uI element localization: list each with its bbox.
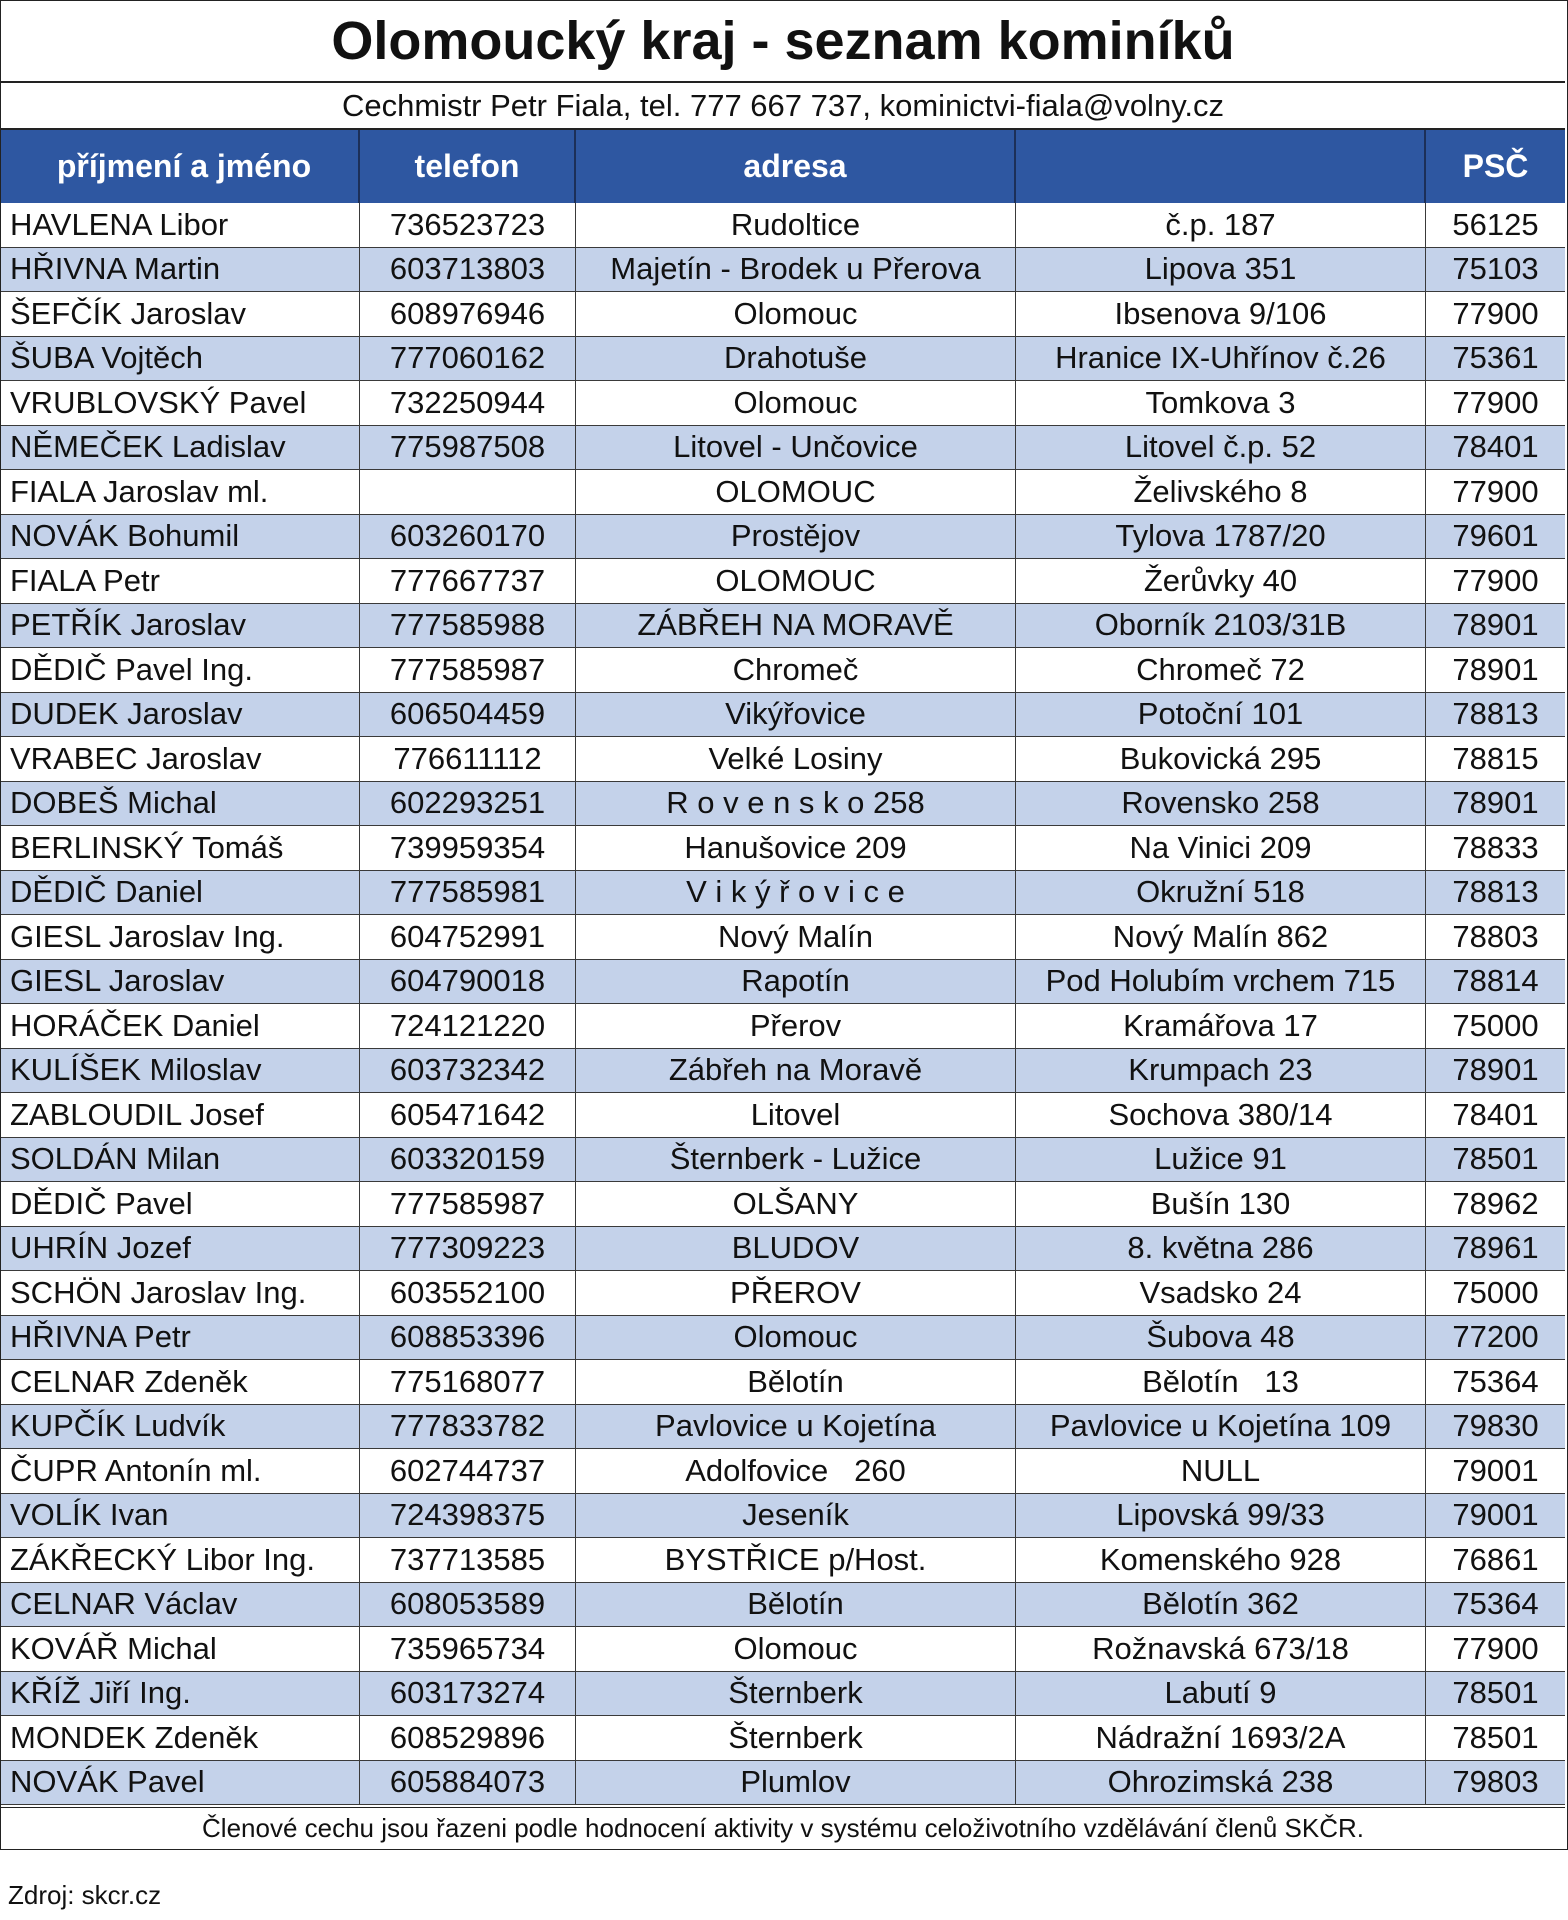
cell-name: FIALA Petr [1,559,360,603]
cell-name: ČUPR Antonín ml. [1,1449,360,1493]
cell-name: ZÁKŘECKÝ Libor Ing. [1,1538,360,1582]
header-street [1016,130,1426,203]
cell-city: Drahotuše [576,337,1016,381]
cell-postcode: 78962 [1452,1185,1539,1221]
cell-name: CELNAR Zdeněk [1,1360,360,1404]
cell-street: Pod Holubím vrchem 715 [1016,960,1426,1004]
table-row [1,693,1565,738]
cell-street: Vsadsko 24 [1016,1271,1426,1315]
cell-postcode: 78501 [1452,1719,1539,1755]
page-title: Olomoucký kraj - seznam kominíků [1,1,1565,83]
cell-postcode: 79803 [1452,1764,1539,1800]
table-row [1,915,1565,960]
cell-city: Olomouc [576,1316,1016,1360]
cell-name: DOBEŠ Michal [1,782,360,826]
cell-city: Jeseník [576,1494,1016,1538]
cell-city: Litovel [576,1093,1016,1137]
cell-city: PŘEROV [576,1271,1016,1315]
cell-street: Šubova 48 [1016,1316,1426,1360]
cell-name: ŠEFČÍK Jaroslav [1,292,360,336]
cell-phone: 777585981 [360,871,576,915]
cell-city: OLŠANY [576,1182,1016,1226]
cell-name: GIESL Jaroslav [1,960,360,1004]
cell-postcode: 79830 [1452,1408,1539,1444]
cell-street: č.p. 187 [1016,203,1426,247]
header-name: příjmení a jméno [1,130,360,203]
cell-city: Litovel - Unčovice [576,426,1016,470]
cell-street: Okružní 518 [1016,871,1426,915]
cell-street: Želivského 8 [1016,470,1426,514]
cell-postcode: 75000 [1452,1007,1539,1043]
cell-name: VRABEC Jaroslav [1,737,360,781]
cell-phone: 735965734 [360,1627,576,1671]
cell-phone: 777309223 [360,1227,576,1271]
cell-phone: 604790018 [360,960,576,1004]
table-row [1,871,1565,916]
table-row [1,1182,1565,1227]
cell-city: Bělotín [576,1583,1016,1627]
cell-postcode: 79001 [1452,1497,1539,1533]
page-subtitle: Cechmistr Petr Fiala, tel. 777 667 737, kominictvi-fiala@volny.cz [1,83,1565,130]
cell-phone: 724121220 [360,1004,576,1048]
header-postcode: PSČ [1462,148,1529,184]
cell-street: Litovel č.p. 52 [1016,426,1426,470]
cell-phone: 776611112 [360,737,576,781]
cell-phone: 603732342 [360,1049,576,1093]
cell-postcode: 79001 [1452,1452,1539,1488]
cell-city: Přerov [576,1004,1016,1048]
cell-city: Hanušovice 209 [576,826,1016,870]
cell-name: HAVLENA Libor [1,203,360,247]
table-row [1,782,1565,827]
cell-street: Sochova 380/14 [1016,1093,1426,1137]
cell-street: Hranice IX-Uhřínov č.26 [1016,337,1426,381]
cell-phone: 775168077 [360,1360,576,1404]
table-row [1,1494,1565,1539]
cell-postcode: 78901 [1452,607,1539,643]
cell-phone: 602293251 [360,782,576,826]
cell-postcode: 78401 [1452,429,1539,465]
cell-city: BLUDOV [576,1227,1016,1271]
cell-street: Krumpach 23 [1016,1049,1426,1093]
table-row [1,1761,1565,1806]
cell-street: 8. května 286 [1016,1227,1426,1271]
cell-phone: 777585987 [360,648,576,692]
cell-name: HŘIVNA Martin [1,248,360,292]
cell-city: Chromeč [576,648,1016,692]
cell-city: Šternberk - Lužice [576,1138,1016,1182]
cell-name: KŘÍŽ Jiří Ing. [1,1672,360,1716]
cell-street: Lužice 91 [1016,1138,1426,1182]
cell-city: Adolfovice 260 [576,1449,1016,1493]
cell-phone: 736523723 [360,203,576,247]
cell-city: OLOMOUC [576,559,1016,603]
cell-postcode: 78961 [1452,1230,1539,1266]
cell-street: Rožnavská 673/18 [1016,1627,1426,1671]
table-row [1,559,1565,604]
table-row [1,203,1565,248]
table-row [1,648,1565,693]
cell-name: MONDEK Zdeněk [1,1716,360,1760]
table-row [1,1049,1565,1094]
cell-city: Plumlov [576,1761,1016,1805]
table-header [1,130,1565,203]
table-row [1,337,1565,382]
cell-city: Velké Losiny [576,737,1016,781]
table-row [1,515,1565,560]
header-phone: telefon [360,130,576,203]
cell-city: Šternberk [576,1672,1016,1716]
cell-city: Olomouc [576,381,1016,425]
cell-phone: 775987508 [360,426,576,470]
table-row [1,1004,1565,1049]
table-row [1,1538,1565,1583]
cell-street: Bělotín 362 [1016,1583,1426,1627]
cell-phone [360,470,576,514]
cell-name: NOVÁK Bohumil [1,515,360,559]
cell-street: Bukovická 295 [1016,737,1426,781]
cell-phone: 603173274 [360,1672,576,1716]
table-row [1,292,1565,337]
cell-postcode: 79601 [1452,518,1539,554]
cell-street: Kramářova 17 [1016,1004,1426,1048]
cell-street: Chromeč 72 [1016,648,1426,692]
cell-name: SOLDÁN Milan [1,1138,360,1182]
table-row [1,1672,1565,1717]
cell-street: Lipova 351 [1016,248,1426,292]
cell-name: HŘIVNA Petr [1,1316,360,1360]
cell-postcode: 77900 [1452,295,1539,331]
cell-phone: 732250944 [360,381,576,425]
cell-city: Olomouc [576,292,1016,336]
cell-name: PETŘÍK Jaroslav [1,604,360,648]
cell-postcode: 75364 [1452,1586,1539,1622]
cell-city: Rudoltice [576,203,1016,247]
cell-street: Lipovská 99/33 [1016,1494,1426,1538]
cell-phone: 724398375 [360,1494,576,1538]
cell-name: SCHÖN Jaroslav Ing. [1,1271,360,1315]
footnote: Členové cechu jsou řazeni podle hodnocení aktivity v systému celoživotního vzdělávání členů SKČR. [1,1807,1565,1848]
cell-phone: 777833782 [360,1405,576,1449]
cell-city: Rapotín [576,960,1016,1004]
cell-name: VRUBLOVSKÝ Pavel [1,381,360,425]
cell-street: Potoční 101 [1016,693,1426,737]
cell-name: ZABLOUDIL Josef [1,1093,360,1137]
cell-street: Žerůvky 40 [1016,559,1426,603]
cell-street: Tomkova 3 [1016,381,1426,425]
cell-city: ZÁBŘEH NA MORAVĚ [576,604,1016,648]
table-row [1,1227,1565,1272]
cell-name: NĚMEČEK Ladislav [1,426,360,470]
cell-city: Pavlovice u Kojetína [576,1405,1016,1449]
cell-phone: 603713803 [360,248,576,292]
cell-street: Na Vinici 209 [1016,826,1426,870]
cell-postcode: 77900 [1452,384,1539,420]
table-row [1,737,1565,782]
table-body [1,203,1565,1805]
cell-city: Prostějov [576,515,1016,559]
cell-name: VOLÍK Ivan [1,1494,360,1538]
cell-name: FIALA Jaroslav ml. [1,470,360,514]
cell-postcode: 78815 [1452,740,1539,776]
cell-name: KUPČÍK Ludvík [1,1405,360,1449]
cell-phone: 739959354 [360,826,576,870]
table-row [1,604,1565,649]
cell-city: Zábřeh na Moravě [576,1049,1016,1093]
cell-postcode: 75364 [1452,1363,1539,1399]
table-row [1,1716,1565,1761]
table-row [1,248,1565,293]
cell-postcode: 78803 [1452,918,1539,954]
cell-postcode: 77900 [1452,1630,1539,1666]
cell-postcode: 77200 [1452,1319,1539,1355]
cell-phone: 608853396 [360,1316,576,1360]
cell-postcode: 77900 [1452,473,1539,509]
cell-phone: 777585988 [360,604,576,648]
cell-name: KULÍŠEK Miloslav [1,1049,360,1093]
cell-postcode: 78814 [1452,963,1539,999]
cell-phone: 603320159 [360,1138,576,1182]
cell-postcode: 78901 [1452,651,1539,687]
cell-name: CELNAR Václav [1,1583,360,1627]
cell-city: Bělotín [576,1360,1016,1404]
cell-phone: 608053589 [360,1583,576,1627]
cell-postcode: 75361 [1452,340,1539,376]
cell-name: DĚDIČ Pavel [1,1182,360,1226]
cell-street: Nádražní 1693/2A [1016,1716,1426,1760]
table-row [1,960,1565,1005]
cell-phone: 777585987 [360,1182,576,1226]
cell-postcode: 78401 [1452,1096,1539,1132]
cell-street: Oborník 2103/31B [1016,604,1426,648]
table-row [1,426,1565,471]
cell-phone: 602744737 [360,1449,576,1493]
cell-postcode: 78813 [1452,874,1539,910]
table-row [1,1316,1565,1361]
cell-name: DUDEK Jaroslav [1,693,360,737]
cell-street: Labutí 9 [1016,1672,1426,1716]
cell-postcode: 78833 [1452,829,1539,865]
cell-street: Bělotín 13 [1016,1360,1426,1404]
cell-name: GIESL Jaroslav Ing. [1,915,360,959]
cell-city: Majetín - Brodek u Přerova [576,248,1016,292]
table-row [1,1360,1565,1405]
cell-phone: 606504459 [360,693,576,737]
source-note: Zdroj: skcr.cz [8,1880,162,1910]
cell-city: R o v e n s k o 258 [576,782,1016,826]
cell-street: Ohrozimská 238 [1016,1761,1426,1805]
table-row [1,1449,1565,1494]
cell-name: BERLINSKÝ Tomáš [1,826,360,870]
cell-phone: 603260170 [360,515,576,559]
table-row [1,826,1565,871]
cell-name: ŠUBA Vojtěch [1,337,360,381]
table-row [1,1405,1565,1450]
cell-street: Pavlovice u Kojetína 109 [1016,1405,1426,1449]
cell-phone: 737713585 [360,1538,576,1582]
cell-postcode: 56125 [1452,206,1539,242]
table-row [1,1583,1565,1628]
cell-phone: 603552100 [360,1271,576,1315]
table-row [1,381,1565,426]
cell-phone: 604752991 [360,915,576,959]
cell-name: DĚDIČ Pavel Ing. [1,648,360,692]
cell-city: OLOMOUC [576,470,1016,514]
cell-postcode: 78901 [1452,785,1539,821]
cell-city: Vikýřovice [576,693,1016,737]
header-address: adresa [576,130,1016,203]
cell-name: NOVÁK Pavel [1,1761,360,1805]
cell-postcode: 77900 [1452,562,1539,598]
cell-postcode: 75000 [1452,1274,1539,1310]
cell-street: Nový Malín 862 [1016,915,1426,959]
cell-city: Šternberk [576,1716,1016,1760]
cell-name: DĚDIČ Daniel [1,871,360,915]
cell-street: Ibsenova 9/106 [1016,292,1426,336]
cell-city: BYSTŘICE p/Host. [576,1538,1016,1582]
cell-street: Komenského 928 [1016,1538,1426,1582]
cell-phone: 608976946 [360,292,576,336]
cell-postcode: 75103 [1452,251,1539,287]
cell-city: Nový Malín [576,915,1016,959]
cell-street: Rovensko 258 [1016,782,1426,826]
cell-postcode: 78501 [1452,1675,1539,1711]
table-row [1,470,1565,515]
table-row [1,1271,1565,1316]
table-row [1,1138,1565,1183]
cell-name: KOVÁŘ Michal [1,1627,360,1671]
cell-city: V i k ý ř o v i c e [576,871,1016,915]
cell-phone: 605884073 [360,1761,576,1805]
cell-postcode: 78501 [1452,1141,1539,1177]
cell-postcode: 76861 [1452,1541,1539,1577]
cell-street: Tylova 1787/20 [1016,515,1426,559]
cell-phone: 605471642 [360,1093,576,1137]
cell-name: HORÁČEK Daniel [1,1004,360,1048]
cell-postcode: 78813 [1452,696,1539,732]
cell-street: Bušín 130 [1016,1182,1426,1226]
cell-name: UHRÍN Jozef [1,1227,360,1271]
cell-city: Olomouc [576,1627,1016,1671]
cell-street: NULL [1016,1449,1426,1493]
table-row [1,1627,1565,1672]
cell-phone: 777667737 [360,559,576,603]
cell-postcode: 78901 [1452,1052,1539,1088]
cell-phone: 777060162 [360,337,576,381]
table-row [1,1093,1565,1138]
cell-phone: 608529896 [360,1716,576,1760]
